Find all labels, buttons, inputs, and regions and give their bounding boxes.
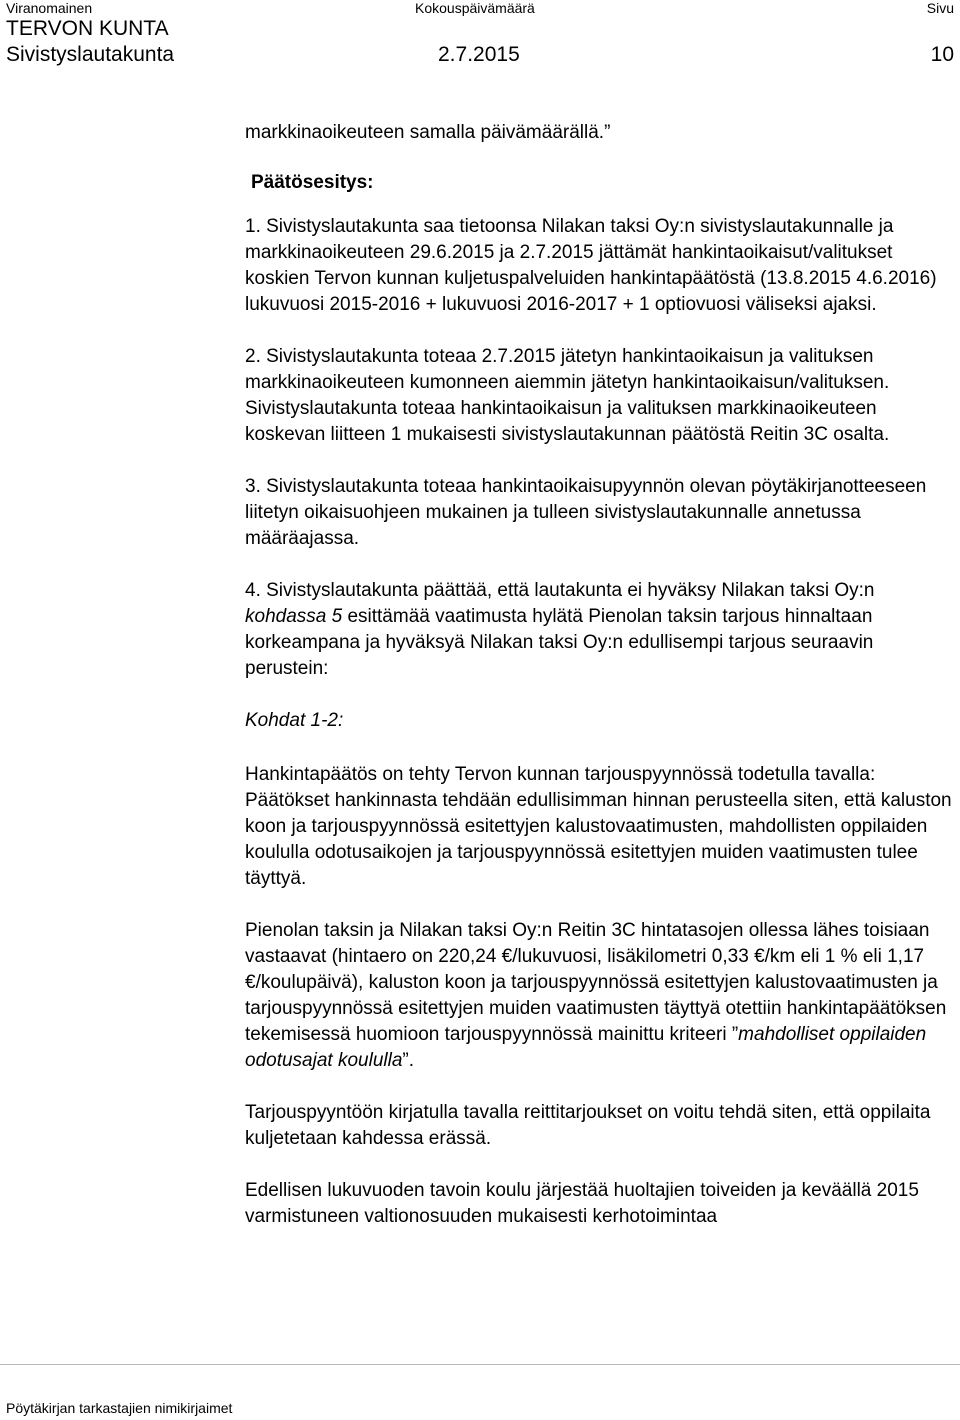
proposal-item-3: 3. Sivistyslautakunta toteaa hankintaoikaisupyynnön olevan pöytäkirjanotteeseen liitetyn oikaisuohjeen mukainen ja tulleen sivistyslautakunnalle annetussa määräajassa.	[245, 476, 927, 549]
meeting-date-label: Kokouspäivämäärä	[415, 0, 535, 16]
paragraph-route-offers: Tarjouspyyntöön kirjatulla tavalla reittitarjoukset on voitu tehdä siten, että oppilaita kuljetetaan kahdessa erässä.	[245, 1102, 931, 1149]
item-4-text-a: 4. Sivistyslautakunta päättää, että lautakunta ei hyväksy Nilakan taksi Oy:n	[245, 580, 875, 601]
paragraph-price-comparison	[245, 918, 957, 1074]
proposal-item-2: 2. Sivistyslautakunta toteaa 2.7.2015 jätetyn hankintaoikaisun ja valituksen markkinaoikeuteen kumonneen aiemmin jätetyn hankintaoikaisun/valituksen. Sivistyslautakunta toteaa hankintaoikaisun ja valituksen markkinaoikeuteen koskevan liitteen 1 mukaisesti sivistyslautakunnan päätöstä Reitin 3C osalta.	[245, 346, 890, 445]
page-number: 10	[930, 43, 954, 66]
proposal-item-4	[245, 578, 957, 682]
page-label: Sivu	[926, 0, 954, 16]
item-4-italic: kohdassa 5	[245, 606, 343, 627]
footer-divider	[0, 1364, 960, 1365]
continued-paragraph: markkinaoikeuteen samalla päivämäärällä.”	[245, 122, 611, 143]
item-4-text-b: esittämää vaatimusta hylätä Pienolan taksin tarjous hinnaltaan korkeampana ja hyväksyä Nilakan taksi Oy:n edullisempi tarjous seuraavin perustein:	[245, 606, 874, 679]
paragraph-decision-basis: Hankintapäätös on tehty Tervon kunnan tarjouspyynnössä todetulla tavalla: Päätökset hankinnasta tehdään edullisimman hinnan perusteella siten, että kaluston koon ja tarjouspyynnössä esitettyjen kalustovaatimusten, mahdollisten oppilaiden koululla odotusaikojen ja tarjouspyynnössä esitettyjen muiden vaatimusten tulee täyttyä.	[245, 764, 952, 889]
proposal-heading: Päätösesitys:	[251, 172, 374, 193]
price-text-a: Pienolan taksin ja Nilakan taksi Oy:n Reitin 3C hintatasojen ollessa lähes toisiaan vastaavat (hintaero on 220,24 €/lukuvuosi, lisäkilometri 0,33 €/km eli 1 % eli 1,17 €/koulupäivä), kaluston koon ja tarjouspyynnössä esitettyjen kalustovaatimusten ja tarjouspyynnössä esitettyjen muiden vaatimusten täyttyä otettiin hankintapäätöksen tekemisessä huomioon tarjouspyynnössä mainittu kriteeri ”	[245, 920, 947, 1045]
board-name: Sivistyslautakunta	[6, 43, 175, 66]
paragraph-club-activity: Edellisen lukuvuoden tavoin koulu järjestää huoltajien toiveiden ja keväällä 2015 varmistuneen valtionosuuden mukaisesti kerhotoimintaa	[245, 1180, 919, 1227]
officer-label: Viranomainen	[6, 0, 93, 16]
price-text-b: ”.	[402, 1050, 414, 1071]
price-criterion-italic: mahdolliset oppilaiden odotusajat koululla	[245, 1024, 927, 1071]
footer-initials-label: Pöytäkirjan tarkastajien nimikirjaimet	[6, 1400, 233, 1416]
proposal-item-1: 1. Sivistyslautakunta saa tietoonsa Nilakan taksi Oy:n sivistyslautakunnalle ja markkinaoikeuteen 29.6.2015 ja 2.7.2015 jättämät hankintaoikaisut/valitukset koskien Tervon kunnan kuljetuspalveluiden hankintapäätöstä (13.8.2015 4.6.2016) lukuvuosi 2015-2016 + lukuvuosi 2016-2017 + 1 optiovuosi väliseksi ajaksi.	[245, 216, 937, 315]
subheading-points: Kohdat 1-2:	[245, 710, 344, 731]
document-body	[245, 120, 957, 1256]
organization-name: TERVON KUNTA	[6, 17, 169, 40]
meeting-date: 2.7.2015	[438, 43, 520, 66]
